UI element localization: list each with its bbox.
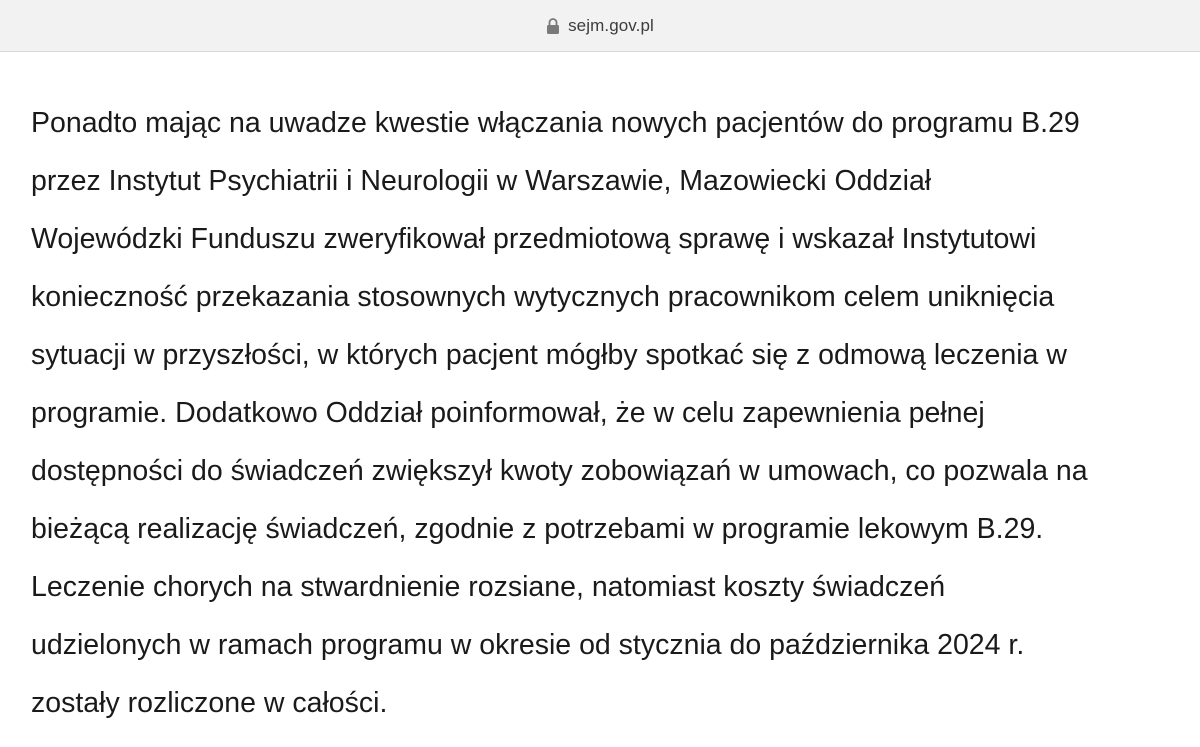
text-line: Leczenie chorych na stwardnienie rozsiane, natomiast koszty świadczeń — [31, 571, 946, 603]
url-display[interactable] — [546, 16, 654, 36]
lock-icon — [546, 17, 560, 35]
text-line: Wojewódzki Funduszu zweryfikował przedmiotową sprawę i wskazał Instytutowi — [31, 223, 1037, 255]
text-line: bieżącą realizację świadczeń, zgodnie z potrzebami w programie lekowym B.29. — [31, 513, 1044, 545]
text-line: udzielonych w ramach programu w okresie od stycznia do października 2024 r. — [31, 629, 1025, 661]
address-bar — [0, 0, 1200, 52]
text-line: zostały rozliczone w całości. — [31, 687, 388, 719]
text-line: przez Instytut Psychiatrii i Neurologii w Warszawie, Mazowiecki Oddział — [31, 165, 932, 197]
text-line: konieczność przekazania stosownych wytycznych pracownikom celem uniknięcia — [31, 281, 1055, 313]
text-line: programie. Dodatkowo Oddział poinformował, że w celu zapewnienia pełnej — [31, 397, 985, 429]
text-line: Ponadto mając na uwadze kwestie włączania nowych pacjentów do programu B.29 — [31, 107, 1080, 139]
text-line: sytuacji w przyszłości, w których pacjent mógłby spotkać się z odmową leczenia w — [31, 339, 1067, 371]
url-text: sejm.gov.pl — [568, 15, 654, 35]
text-line: dostępności do świadczeń zwiększył kwoty zobowiązań w umowach, co pozwala na — [31, 455, 1088, 487]
document-text — [31, 94, 1181, 732]
